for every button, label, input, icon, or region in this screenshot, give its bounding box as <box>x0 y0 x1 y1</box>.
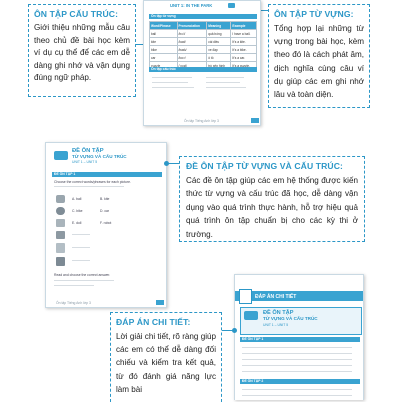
option-label: E. doll <box>72 221 82 225</box>
picture-item <box>56 231 65 239</box>
page-footer: Ôn tập Tiếng Anh lớp 3 <box>184 119 219 123</box>
cell: ball <box>150 30 178 38</box>
answer-header-subtitle: TỪ VỰNG VÀ CẤU TRÚC <box>263 316 318 321</box>
option-label: F. robot <box>100 221 112 225</box>
vocab-table <box>149 21 257 70</box>
option-label: A. ball <box>72 197 82 201</box>
callout-review-tests <box>179 156 365 242</box>
picture-item <box>56 243 65 253</box>
calendar-icon <box>239 289 252 304</box>
page-footer: Ôn tập Tiếng Anh lớp 3 <box>56 301 91 305</box>
callout-title: ÔN TẬP CẤU TRÚC: <box>34 9 119 19</box>
cell: /bɔːl/ <box>177 30 207 38</box>
text-line <box>242 359 352 360</box>
column-header: Word/Phrase <box>150 22 178 30</box>
text-line <box>54 285 94 286</box>
page-number-badge <box>251 118 259 123</box>
section-label: ĐỀ ÔN TẬP 2 <box>242 379 264 384</box>
cell: I have a ball. <box>231 30 257 38</box>
text-line <box>72 234 90 235</box>
section-label-grammar: Ôn tập cấu trúc <box>151 67 176 72</box>
cell: It's a kite. <box>231 38 257 46</box>
column-header: Meaning <box>207 22 231 30</box>
bus-icon <box>228 3 235 8</box>
table-row <box>150 38 257 46</box>
vocab-review-page-thumbnail <box>143 0 261 126</box>
answer-key-page-thumbnail <box>234 274 364 400</box>
text-line <box>242 347 352 348</box>
callout-vocab-review <box>268 4 370 108</box>
text-line <box>206 82 240 83</box>
cell: It's a puzzle. <box>231 62 257 70</box>
picture-item <box>56 195 65 203</box>
picture-item <box>56 219 65 227</box>
column-header: Example <box>231 22 257 30</box>
text-line <box>242 353 352 354</box>
callout-grammar-review <box>28 4 136 97</box>
cell: puzzle <box>150 62 178 70</box>
callout-body: Lời giải chi tiết, rõ ràng giúp các em có thể dễ dàng đối chiếu và kiểm tra kết quả, từ đó đánh giá năng lực làm bài <box>116 332 216 394</box>
picture-item <box>56 257 65 266</box>
callout-body: Giới thiệu những mẫu câu theo chủ đề bài học kèm ví dụ cụ thể để các em dễ dàng ghi nhớ và vận dụng đúng ngữ pháp. <box>34 23 130 83</box>
option-label: B. kite <box>100 197 110 201</box>
text-line <box>242 389 352 390</box>
cell: It's a bike. <box>231 46 257 54</box>
table-header-row <box>150 22 257 30</box>
cell: kite <box>150 38 178 46</box>
column-header: Pronunciation <box>177 22 207 30</box>
text-line <box>54 280 114 281</box>
answer-header-units: UNIT 1 – UNIT 5 <box>263 323 289 327</box>
text-line <box>152 77 192 78</box>
cell: trò xếp hình <box>207 62 231 70</box>
text-line <box>242 395 352 396</box>
header-panel <box>240 307 362 335</box>
cell: bike <box>150 46 178 54</box>
text-line <box>206 77 244 78</box>
instruction-text: Choose the correct words/phrases for each picture. <box>54 180 131 184</box>
callout-body: Các đề ôn tập giúp các em hệ thống được kiến thức từ vựng và cấu trúc đã học, dễ dàng vận dụng vào quá trình thực hành, hỗ trợ hiệu quả quá trình ôn tập chuẩn bị cho các kỳ thi ở trường. <box>186 176 358 239</box>
table-row <box>150 46 257 54</box>
text-line <box>72 247 90 248</box>
callout-title: ĐÁP ÁN CHI TIẾT: <box>116 317 191 327</box>
unit-title: UNIT 1: IN THE PARK <box>170 3 213 8</box>
answer-banner-label: ĐÁP ÁN CHI TIẾT <box>255 293 297 300</box>
text-line <box>242 365 352 366</box>
section-label: ĐỀ ÔN TẬP 1 <box>54 172 76 177</box>
callout-answer-key <box>110 312 222 402</box>
cell: quả bóng <box>207 30 231 38</box>
option-label: D. car <box>100 209 110 213</box>
callout-title: ĐỀ ÔN TẬP TỪ VỰNG VÀ CẤU TRÚC: <box>186 161 343 171</box>
text-line <box>72 260 90 261</box>
picture-item <box>56 207 65 215</box>
cell: ô tô <box>207 54 231 62</box>
cell: /ˈpʌzl/ <box>177 62 207 70</box>
connector-dot <box>232 328 237 333</box>
cell: /kɑːr/ <box>177 54 207 62</box>
test-header-units: UNIT 1 – UNIT 5 <box>72 160 98 164</box>
school-bus-illustration <box>54 151 68 160</box>
text-line <box>206 87 246 88</box>
text-line <box>152 87 194 88</box>
instruction-text: Read and choose the correct answer. <box>54 273 111 277</box>
cell: xe đạp <box>207 46 231 54</box>
test-header-subtitle: TỪ VỰNG VÀ CẤU TRÚC <box>72 154 127 159</box>
cell: /kaɪt/ <box>177 38 207 46</box>
page-number-badge <box>156 300 164 305</box>
text-line <box>54 186 124 187</box>
table-row <box>150 30 257 38</box>
section-label: ĐỀ ÔN TẬP 1 <box>242 337 264 342</box>
cell: /baɪk/ <box>177 46 207 54</box>
review-test-page-thumbnail <box>45 142 167 308</box>
text-line <box>242 371 352 372</box>
table-row <box>150 54 257 62</box>
test-header-title: ĐỀ ÔN TẬP <box>72 148 104 154</box>
connector-dot <box>164 161 169 166</box>
callout-title: ÔN TẬP TỪ VỰNG: <box>274 9 354 19</box>
cell: It's a car. <box>231 54 257 62</box>
option-label: C. bike <box>72 209 83 213</box>
school-bus-illustration <box>244 311 258 320</box>
callout-body: Tổng hợp lại những từ vựng trong bài học, kèm theo đó là cách phát âm, dịch nghĩa cùng câu ví dụ giúp các em ghi nhớ lâu và toàn diện. <box>274 24 364 100</box>
cell: car <box>150 54 178 62</box>
cell: cái diều <box>207 38 231 46</box>
text-line <box>152 82 188 83</box>
answer-header-title: ĐỀ ÔN TẬP <box>263 310 294 316</box>
section-label-vocab: Ôn tập từ vựng <box>151 14 176 19</box>
